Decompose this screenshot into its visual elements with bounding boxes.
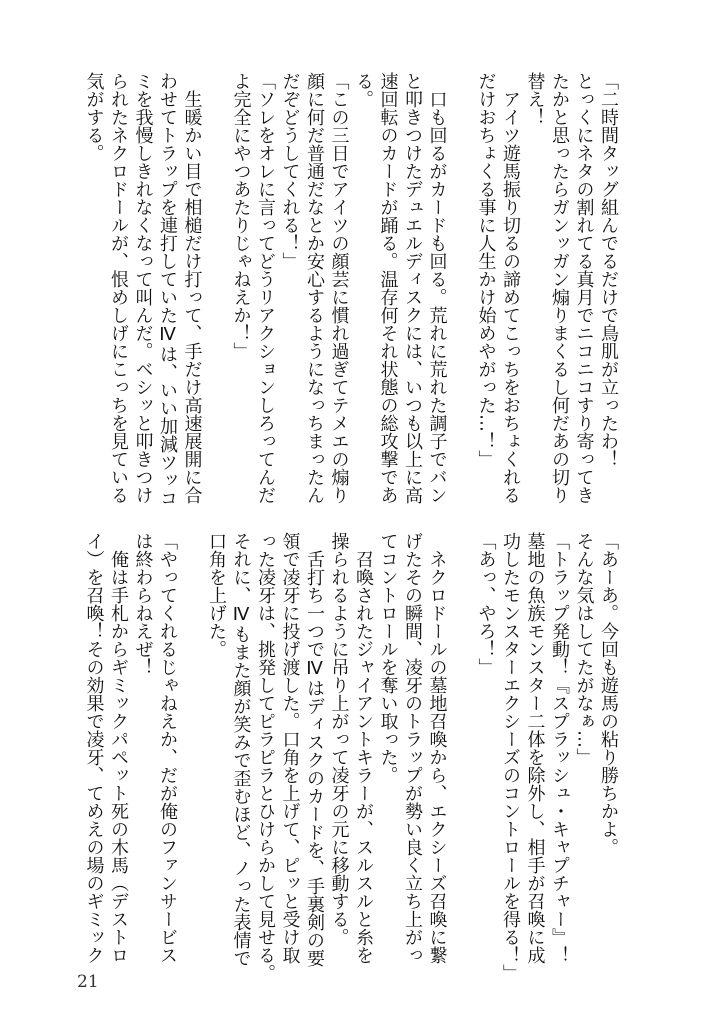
text-line: それに、Ⅳもまた顔が笑みで歪むほど、ノった表情で (230, 532, 252, 967)
text-line: 「ソレをオレに言ってどうリアクションしろってんだ (255, 72, 276, 504)
text-line: る。 (353, 72, 374, 108)
text-block-top (81, 72, 620, 507)
text-line: 操られるように吊り上がって凌牙の元に移動する。 (328, 532, 350, 946)
text-line: 「やってくれるじゃねえか、だが俺のファンサービス (157, 532, 178, 964)
text-line: 替え！ (524, 72, 546, 126)
text-line: だぞどうしてくれる！」 (279, 72, 301, 270)
blank-line (179, 532, 204, 982)
text-line: アイツ遊馬振り切るの諦めてこっちをおちょくれる (500, 72, 521, 504)
text-line: 「あーあ。今回も遊馬の粘り勝ちかよ。 (598, 532, 619, 856)
text-line: 領で凌牙に投げ渡した。口角を上げて、ピッと受け取 (279, 532, 301, 964)
text-line: そんな気はしてたがなぁ…」 (573, 532, 595, 766)
text-line: 「あっ、やろ！」 (475, 532, 497, 676)
text-line: とっくにネタの割れてる真月でニコニコすり寄ってき (573, 72, 595, 504)
blank-line (204, 72, 229, 507)
text-line: 召喚されたジャイアントキラーが、スルスルと糸を (353, 532, 374, 964)
text-line: 速回転のカードが踊る。温存何それ状態の総攻撃であ (377, 72, 399, 504)
text-line: ネクロドールの墓地召喚から、エクシーズ召喚に繋 (426, 532, 448, 964)
blank-line (449, 72, 474, 507)
text-line: 口も回るがカードも回る。荒れに荒れた調子でバン (426, 72, 448, 504)
text-line: 顔に何だ普通だなとか安心するようになっちまったん (304, 72, 325, 504)
text-line: 舌打ち一つでⅣはディスクのカードを、手裏剣の要 (304, 532, 325, 967)
text-line: と叩きつけたデュエルディスクには、いつも以上に高 (402, 72, 423, 504)
text-block-bottom (81, 532, 620, 982)
text-line: 口角を上げた。 (206, 532, 227, 658)
blank-line (449, 532, 474, 982)
text-line: げたその瞬間、凌牙のトラップが勢い良く立ち上がっ (402, 532, 423, 964)
text-line: ミを我慢しきれなくなって叫んだ。ベシッと叩きつけ (132, 72, 154, 504)
text-line: わせてトラップを連打していたⅣは、いい加減ツッコ (157, 72, 178, 507)
text-line: 「この三日でアイツの顔芸に慣れ過ぎてテメエの煽り (328, 72, 350, 504)
text-line: よ完全にやつあたりじゃねえか！」 (230, 72, 252, 360)
text-line: たかと思ったらガンッガン煽りまくるし何だあの切り (549, 72, 570, 504)
text-line: 「トラップ発動！『スプラッシュ・キャプチャー』！ (549, 532, 570, 964)
text-line: った凌牙は、挑発してピラピラとひけらかして見せる。 (255, 532, 276, 982)
text-line: られたネクロドールが、恨めしげにこっちを見ている (108, 72, 129, 504)
text-line: だけおちょくる事に人生かけ始めやがった…！」 (475, 72, 497, 468)
text-line: 墓地の魚族モンスター二体を除外し、相手が召喚に成 (524, 532, 546, 964)
text-line: 俺は手札からギミックパペット死の木馬（デストロ (108, 532, 129, 964)
page-number: 21 (77, 972, 99, 992)
text-line: 気がする。 (83, 72, 105, 162)
text-line: 功したモンスターエクシーズのコントロールを得る！」 (500, 532, 521, 982)
text-line: は終わらねえぜ！ (132, 532, 154, 676)
text-line: てコントロールを奪い取った。 (377, 532, 399, 784)
text-line: イ）を召喚！その効果で凌牙、てめえの場のギミック (83, 532, 105, 964)
text-line: 「二時間タッグ組んでるだけで鳥肌が立ったわ！ (598, 72, 619, 468)
text-line: 生暖かい目で相槌だけ打って、手だけ高速展開に合 (181, 72, 203, 504)
